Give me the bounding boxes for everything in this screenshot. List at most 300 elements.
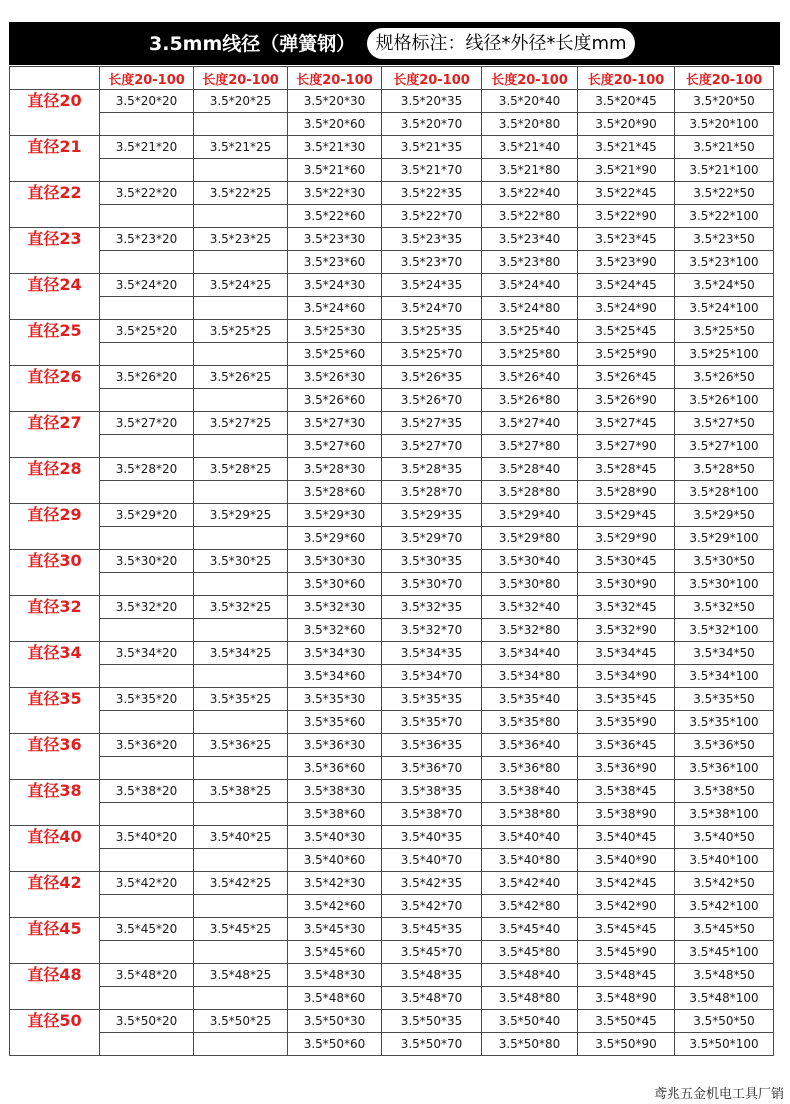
diameter-label: 直径28: [10, 458, 100, 504]
spec-cell: 3.5*28*60: [288, 481, 382, 504]
table-row: [10, 849, 774, 872]
spec-cell: 3.5*45*35: [382, 918, 482, 941]
spec-cell: 3.5*28*70: [382, 481, 482, 504]
spec-cell: 3.5*20*20: [100, 90, 194, 113]
table-row: [10, 274, 774, 297]
spec-cell: 3.5*32*45: [578, 596, 675, 619]
spec-cell: 3.5*48*45: [578, 964, 675, 987]
spec-cell: 3.5*25*20: [100, 320, 194, 343]
spec-cell: 3.5*20*80: [482, 113, 578, 136]
empty-cell: [100, 987, 194, 1010]
diameter-label: 直径35: [10, 688, 100, 734]
spec-cell: 3.5*20*25: [194, 90, 288, 113]
table-row: [10, 688, 774, 711]
spec-cell: 3.5*20*70: [382, 113, 482, 136]
spec-cell: 3.5*27*45: [578, 412, 675, 435]
spec-cell: 3.5*42*70: [382, 895, 482, 918]
spec-cell: 3.5*29*80: [482, 527, 578, 550]
empty-cell: [100, 1033, 194, 1056]
spec-cell: 3.5*35*80: [482, 711, 578, 734]
empty-cell: [194, 619, 288, 642]
spec-cell: 3.5*38*70: [382, 803, 482, 826]
spec-cell: 3.5*50*80: [482, 1033, 578, 1056]
spec-cell: 3.5*38*35: [382, 780, 482, 803]
spec-cell: 3.5*40*100: [675, 849, 774, 872]
empty-cell: [194, 205, 288, 228]
spec-cell: 3.5*34*50: [675, 642, 774, 665]
spec-cell: 3.5*21*70: [382, 159, 482, 182]
table-row: [10, 90, 774, 113]
table-row: [10, 780, 774, 803]
spec-cell: 3.5*22*20: [100, 182, 194, 205]
spec-cell: 3.5*34*35: [382, 642, 482, 665]
spec-cell: 3.5*29*50: [675, 504, 774, 527]
spec-cell: 3.5*38*100: [675, 803, 774, 826]
spec-cell: 3.5*24*35: [382, 274, 482, 297]
spec-cell: 3.5*40*40: [482, 826, 578, 849]
spec-cell: 3.5*22*30: [288, 182, 382, 205]
spec-cell: 3.5*35*40: [482, 688, 578, 711]
spec-cell: 3.5*21*25: [194, 136, 288, 159]
table-row: [10, 1033, 774, 1056]
table-row: [10, 711, 774, 734]
spec-cell: 3.5*30*70: [382, 573, 482, 596]
header-length-cell: 长度20-100: [482, 67, 578, 90]
empty-cell: [100, 711, 194, 734]
spec-cell: 3.5*34*30: [288, 642, 382, 665]
spec-cell: 3.5*22*50: [675, 182, 774, 205]
table-row: [10, 228, 774, 251]
spec-cell: 3.5*32*35: [382, 596, 482, 619]
spec-cell: 3.5*20*50: [675, 90, 774, 113]
spec-cell: 3.5*36*100: [675, 757, 774, 780]
spec-cell: 3.5*42*90: [578, 895, 675, 918]
table-row: [10, 665, 774, 688]
table-row: [10, 159, 774, 182]
empty-cell: [194, 1033, 288, 1056]
spec-cell: 3.5*35*45: [578, 688, 675, 711]
spec-cell: 3.5*30*50: [675, 550, 774, 573]
spec-cell: 3.5*29*90: [578, 527, 675, 550]
spec-cell: 3.5*35*20: [100, 688, 194, 711]
spec-cell: 3.5*40*90: [578, 849, 675, 872]
spec-cell: 3.5*27*60: [288, 435, 382, 458]
spec-cell: 3.5*32*25: [194, 596, 288, 619]
spec-cell: 3.5*38*25: [194, 780, 288, 803]
spec-cell: 3.5*34*45: [578, 642, 675, 665]
empty-cell: [100, 803, 194, 826]
spec-cell: 3.5*32*80: [482, 619, 578, 642]
empty-cell: [100, 895, 194, 918]
spec-cell: 3.5*23*80: [482, 251, 578, 274]
spec-cell: 3.5*21*50: [675, 136, 774, 159]
spec-cell: 3.5*21*35: [382, 136, 482, 159]
table-row: [10, 619, 774, 642]
empty-cell: [194, 665, 288, 688]
diameter-label: 直径21: [10, 136, 100, 182]
spec-cell: 3.5*26*70: [382, 389, 482, 412]
spec-cell: 3.5*24*30: [288, 274, 382, 297]
spec-cell: 3.5*34*90: [578, 665, 675, 688]
spec-cell: 3.5*40*30: [288, 826, 382, 849]
spec-cell: 3.5*27*40: [482, 412, 578, 435]
spec-cell: 3.5*32*90: [578, 619, 675, 642]
empty-cell: [194, 941, 288, 964]
spec-cell: 3.5*21*90: [578, 159, 675, 182]
diameter-label: 直径34: [10, 642, 100, 688]
spec-cell: 3.5*42*40: [482, 872, 578, 895]
spec-cell: 3.5*36*70: [382, 757, 482, 780]
table-row: [10, 389, 774, 412]
spec-cell: 3.5*25*50: [675, 320, 774, 343]
spec-cell: 3.5*42*20: [100, 872, 194, 895]
spec-cell: 3.5*22*40: [482, 182, 578, 205]
spec-cell: 3.5*45*25: [194, 918, 288, 941]
spec-cell: 3.5*23*30: [288, 228, 382, 251]
spec-cell: 3.5*25*30: [288, 320, 382, 343]
spec-cell: 3.5*22*25: [194, 182, 288, 205]
diameter-label: 直径32: [10, 596, 100, 642]
spec-cell: 3.5*24*45: [578, 274, 675, 297]
spec-cell: 3.5*24*40: [482, 274, 578, 297]
spec-cell: 3.5*30*20: [100, 550, 194, 573]
table-row: [10, 458, 774, 481]
spec-cell: 3.5*30*80: [482, 573, 578, 596]
spec-cell: 3.5*27*20: [100, 412, 194, 435]
table-row: [10, 366, 774, 389]
spec-cell: 3.5*50*60: [288, 1033, 382, 1056]
header-length-cell: 长度20-100: [194, 67, 288, 90]
empty-cell: [100, 113, 194, 136]
spec-cell: 3.5*38*90: [578, 803, 675, 826]
spec-cell: 3.5*28*80: [482, 481, 578, 504]
spec-cell: 3.5*50*20: [100, 1010, 194, 1033]
empty-cell: [194, 895, 288, 918]
spec-label-pill: 规格标注：线径*外径*长度mm: [367, 28, 635, 59]
spec-cell: 3.5*24*70: [382, 297, 482, 320]
spec-cell: 3.5*25*40: [482, 320, 578, 343]
spec-cell: 3.5*45*20: [100, 918, 194, 941]
spec-cell: 3.5*42*50: [675, 872, 774, 895]
table-row: [10, 573, 774, 596]
spec-cell: 3.5*23*35: [382, 228, 482, 251]
table-row: [10, 205, 774, 228]
diameter-label: 直径23: [10, 228, 100, 274]
spec-cell: 3.5*24*80: [482, 297, 578, 320]
spec-cell: 3.5*30*45: [578, 550, 675, 573]
spec-cell: 3.5*42*45: [578, 872, 675, 895]
diameter-label: 直径22: [10, 182, 100, 228]
spec-cell: 3.5*30*90: [578, 573, 675, 596]
header-length-cell: 长度20-100: [288, 67, 382, 90]
spec-cell: 3.5*48*35: [382, 964, 482, 987]
spec-cell: 3.5*26*80: [482, 389, 578, 412]
spec-cell: 3.5*24*20: [100, 274, 194, 297]
spec-cell: 3.5*30*35: [382, 550, 482, 573]
spec-cell: 3.5*50*30: [288, 1010, 382, 1033]
spec-cell: 3.5*40*25: [194, 826, 288, 849]
empty-cell: [194, 297, 288, 320]
empty-cell: [100, 435, 194, 458]
table-row: [10, 504, 774, 527]
spec-cell: 3.5*24*60: [288, 297, 382, 320]
spec-cell: 3.5*35*100: [675, 711, 774, 734]
spec-cell: 3.5*22*60: [288, 205, 382, 228]
empty-cell: [100, 665, 194, 688]
spec-cell: 3.5*28*30: [288, 458, 382, 481]
spec-cell: 3.5*26*40: [482, 366, 578, 389]
spec-cell: 3.5*48*20: [100, 964, 194, 987]
spec-cell: 3.5*35*70: [382, 711, 482, 734]
spec-cell: 3.5*20*40: [482, 90, 578, 113]
diameter-label: 直径45: [10, 918, 100, 964]
table-row: [10, 136, 774, 159]
empty-cell: [100, 573, 194, 596]
spec-cell: 3.5*25*90: [578, 343, 675, 366]
spec-cell: 3.5*23*60: [288, 251, 382, 274]
spec-cell: 3.5*22*35: [382, 182, 482, 205]
spec-cell: 3.5*36*35: [382, 734, 482, 757]
empty-cell: [194, 849, 288, 872]
spec-cell: 3.5*40*80: [482, 849, 578, 872]
spec-cell: 3.5*45*100: [675, 941, 774, 964]
spec-cell: 3.5*26*20: [100, 366, 194, 389]
banner-title: 3.5mm线径（弹簧钢）: [149, 33, 356, 55]
empty-cell: [100, 481, 194, 504]
spec-cell: 3.5*35*50: [675, 688, 774, 711]
header-length-cell: 长度20-100: [382, 67, 482, 90]
spec-cell: 3.5*27*100: [675, 435, 774, 458]
spec-cell: 3.5*25*100: [675, 343, 774, 366]
spec-cell: 3.5*22*70: [382, 205, 482, 228]
spec-cell: 3.5*29*40: [482, 504, 578, 527]
table-row: [10, 803, 774, 826]
spec-cell: 3.5*38*20: [100, 780, 194, 803]
spec-cell: 3.5*45*50: [675, 918, 774, 941]
empty-cell: [194, 159, 288, 182]
spec-cell: 3.5*26*90: [578, 389, 675, 412]
header-length-cell: 长度20-100: [100, 67, 194, 90]
table-row: [10, 343, 774, 366]
spec-cell: 3.5*28*50: [675, 458, 774, 481]
empty-cell: [194, 987, 288, 1010]
header-length-cell: 长度20-100: [675, 67, 774, 90]
spec-cell: 3.5*50*90: [578, 1033, 675, 1056]
table-row: [10, 412, 774, 435]
spec-cell: 3.5*38*30: [288, 780, 382, 803]
spec-cell: 3.5*48*80: [482, 987, 578, 1010]
spec-cell: 3.5*42*35: [382, 872, 482, 895]
header-length-cell: 长度20-100: [578, 67, 675, 90]
spec-cell: 3.5*21*40: [482, 136, 578, 159]
spec-cell: 3.5*27*35: [382, 412, 482, 435]
spec-cell: 3.5*26*45: [578, 366, 675, 389]
spec-cell: 3.5*50*40: [482, 1010, 578, 1033]
spec-cell: 3.5*38*40: [482, 780, 578, 803]
spec-cell: 3.5*28*40: [482, 458, 578, 481]
spec-cell: 3.5*48*25: [194, 964, 288, 987]
spec-cell: 3.5*35*60: [288, 711, 382, 734]
spec-cell: 3.5*45*60: [288, 941, 382, 964]
spec-cell: 3.5*27*30: [288, 412, 382, 435]
table-row: [10, 481, 774, 504]
empty-cell: [100, 941, 194, 964]
table-row: [10, 918, 774, 941]
diameter-label: 直径42: [10, 872, 100, 918]
spec-cell: 3.5*50*45: [578, 1010, 675, 1033]
spec-cell: 3.5*23*20: [100, 228, 194, 251]
spec-cell: 3.5*30*25: [194, 550, 288, 573]
spec-cell: 3.5*23*90: [578, 251, 675, 274]
empty-cell: [194, 757, 288, 780]
spec-cell: 3.5*36*80: [482, 757, 578, 780]
spec-cell: 3.5*27*25: [194, 412, 288, 435]
spec-cell: 3.5*29*30: [288, 504, 382, 527]
spec-cell: 3.5*20*35: [382, 90, 482, 113]
diameter-label: 直径50: [10, 1010, 100, 1056]
spec-cell: 3.5*32*40: [482, 596, 578, 619]
spec-cell: 3.5*36*25: [194, 734, 288, 757]
spec-cell: 3.5*23*70: [382, 251, 482, 274]
spec-cell: 3.5*25*25: [194, 320, 288, 343]
spec-cell: 3.5*38*50: [675, 780, 774, 803]
spec-cell: 3.5*29*100: [675, 527, 774, 550]
spec-cell: 3.5*34*70: [382, 665, 482, 688]
spec-cell: 3.5*24*50: [675, 274, 774, 297]
spec-cell: 3.5*48*40: [482, 964, 578, 987]
empty-cell: [194, 573, 288, 596]
spec-cell: 3.5*36*50: [675, 734, 774, 757]
table-row: [10, 872, 774, 895]
spec-cell: 3.5*48*50: [675, 964, 774, 987]
spec-cell: 3.5*28*20: [100, 458, 194, 481]
table-row: [10, 734, 774, 757]
spec-cell: 3.5*24*25: [194, 274, 288, 297]
spec-cell: 3.5*21*45: [578, 136, 675, 159]
spec-cell: 3.5*36*40: [482, 734, 578, 757]
table-row: [10, 320, 774, 343]
spec-cell: 3.5*29*20: [100, 504, 194, 527]
spec-cell: 3.5*42*25: [194, 872, 288, 895]
spec-cell: 3.5*26*50: [675, 366, 774, 389]
table-row: [10, 182, 774, 205]
spec-cell: 3.5*26*30: [288, 366, 382, 389]
table-row: [10, 987, 774, 1010]
spec-table: [9, 66, 774, 1056]
diameter-label: 直径25: [10, 320, 100, 366]
header-corner-cell: [10, 67, 100, 90]
spec-cell: 3.5*22*100: [675, 205, 774, 228]
spec-cell: 3.5*45*30: [288, 918, 382, 941]
spec-cell: 3.5*28*25: [194, 458, 288, 481]
spec-cell: 3.5*35*90: [578, 711, 675, 734]
diameter-label: 直径30: [10, 550, 100, 596]
empty-cell: [194, 435, 288, 458]
diameter-label: 直径24: [10, 274, 100, 320]
empty-cell: [194, 803, 288, 826]
spec-cell: 3.5*42*60: [288, 895, 382, 918]
empty-cell: [194, 481, 288, 504]
spec-cell: 3.5*50*50: [675, 1010, 774, 1033]
footer-shop-name: 鸢兆五金机电工具厂销: [653, 1087, 784, 1102]
spec-cell: 3.5*45*90: [578, 941, 675, 964]
spec-cell: 3.5*29*25: [194, 504, 288, 527]
empty-cell: [100, 205, 194, 228]
spec-cell: 3.5*42*100: [675, 895, 774, 918]
spec-cell: 3.5*40*70: [382, 849, 482, 872]
spec-cell: 3.5*38*45: [578, 780, 675, 803]
spec-cell: 3.5*35*35: [382, 688, 482, 711]
diameter-label: 直径38: [10, 780, 100, 826]
diameter-label: 直径36: [10, 734, 100, 780]
spec-cell: 3.5*36*30: [288, 734, 382, 757]
header-row: [10, 67, 774, 90]
diameter-label: 直径20: [10, 90, 100, 136]
spec-cell: 3.5*27*80: [482, 435, 578, 458]
table-row: [10, 941, 774, 964]
spec-cell: 3.5*36*60: [288, 757, 382, 780]
table-row: [10, 527, 774, 550]
spec-cell: 3.5*26*100: [675, 389, 774, 412]
spec-cell: 3.5*28*45: [578, 458, 675, 481]
empty-cell: [194, 343, 288, 366]
table-row: [10, 1010, 774, 1033]
empty-cell: [100, 757, 194, 780]
diameter-label: 直径29: [10, 504, 100, 550]
spec-cell: 3.5*23*45: [578, 228, 675, 251]
empty-cell: [100, 159, 194, 182]
spec-cell: 3.5*50*35: [382, 1010, 482, 1033]
spec-cell: 3.5*48*60: [288, 987, 382, 1010]
spec-cell: 3.5*20*90: [578, 113, 675, 136]
empty-cell: [100, 343, 194, 366]
table-row: [10, 964, 774, 987]
spec-cell: 3.5*26*60: [288, 389, 382, 412]
spec-cell: 3.5*23*40: [482, 228, 578, 251]
spec-cell: 3.5*40*60: [288, 849, 382, 872]
table-row: [10, 596, 774, 619]
spec-cell: 3.5*25*35: [382, 320, 482, 343]
spec-cell: 3.5*20*60: [288, 113, 382, 136]
spec-cell: 3.5*26*35: [382, 366, 482, 389]
spec-cell: 3.5*29*60: [288, 527, 382, 550]
spec-cell: 3.5*20*45: [578, 90, 675, 113]
spec-cell: 3.5*22*80: [482, 205, 578, 228]
diameter-label: 直径48: [10, 964, 100, 1010]
spec-cell: 3.5*23*25: [194, 228, 288, 251]
spec-cell: 3.5*34*80: [482, 665, 578, 688]
spec-cell: 3.5*28*35: [382, 458, 482, 481]
spec-cell: 3.5*25*70: [382, 343, 482, 366]
spec-cell: 3.5*50*100: [675, 1033, 774, 1056]
table-row: [10, 251, 774, 274]
spec-cell: 3.5*45*45: [578, 918, 675, 941]
spec-cell: 3.5*22*45: [578, 182, 675, 205]
empty-cell: [194, 711, 288, 734]
spec-cell: 3.5*25*80: [482, 343, 578, 366]
spec-cell: 3.5*21*80: [482, 159, 578, 182]
spec-cell: 3.5*27*90: [578, 435, 675, 458]
spec-cell: 3.5*30*40: [482, 550, 578, 573]
table-row: [10, 113, 774, 136]
empty-cell: [194, 251, 288, 274]
spec-cell: 3.5*30*60: [288, 573, 382, 596]
spec-cell: 3.5*38*60: [288, 803, 382, 826]
table-row: [10, 757, 774, 780]
spec-cell: 3.5*29*35: [382, 504, 482, 527]
spec-cell: 3.5*50*25: [194, 1010, 288, 1033]
spec-cell: 3.5*40*20: [100, 826, 194, 849]
